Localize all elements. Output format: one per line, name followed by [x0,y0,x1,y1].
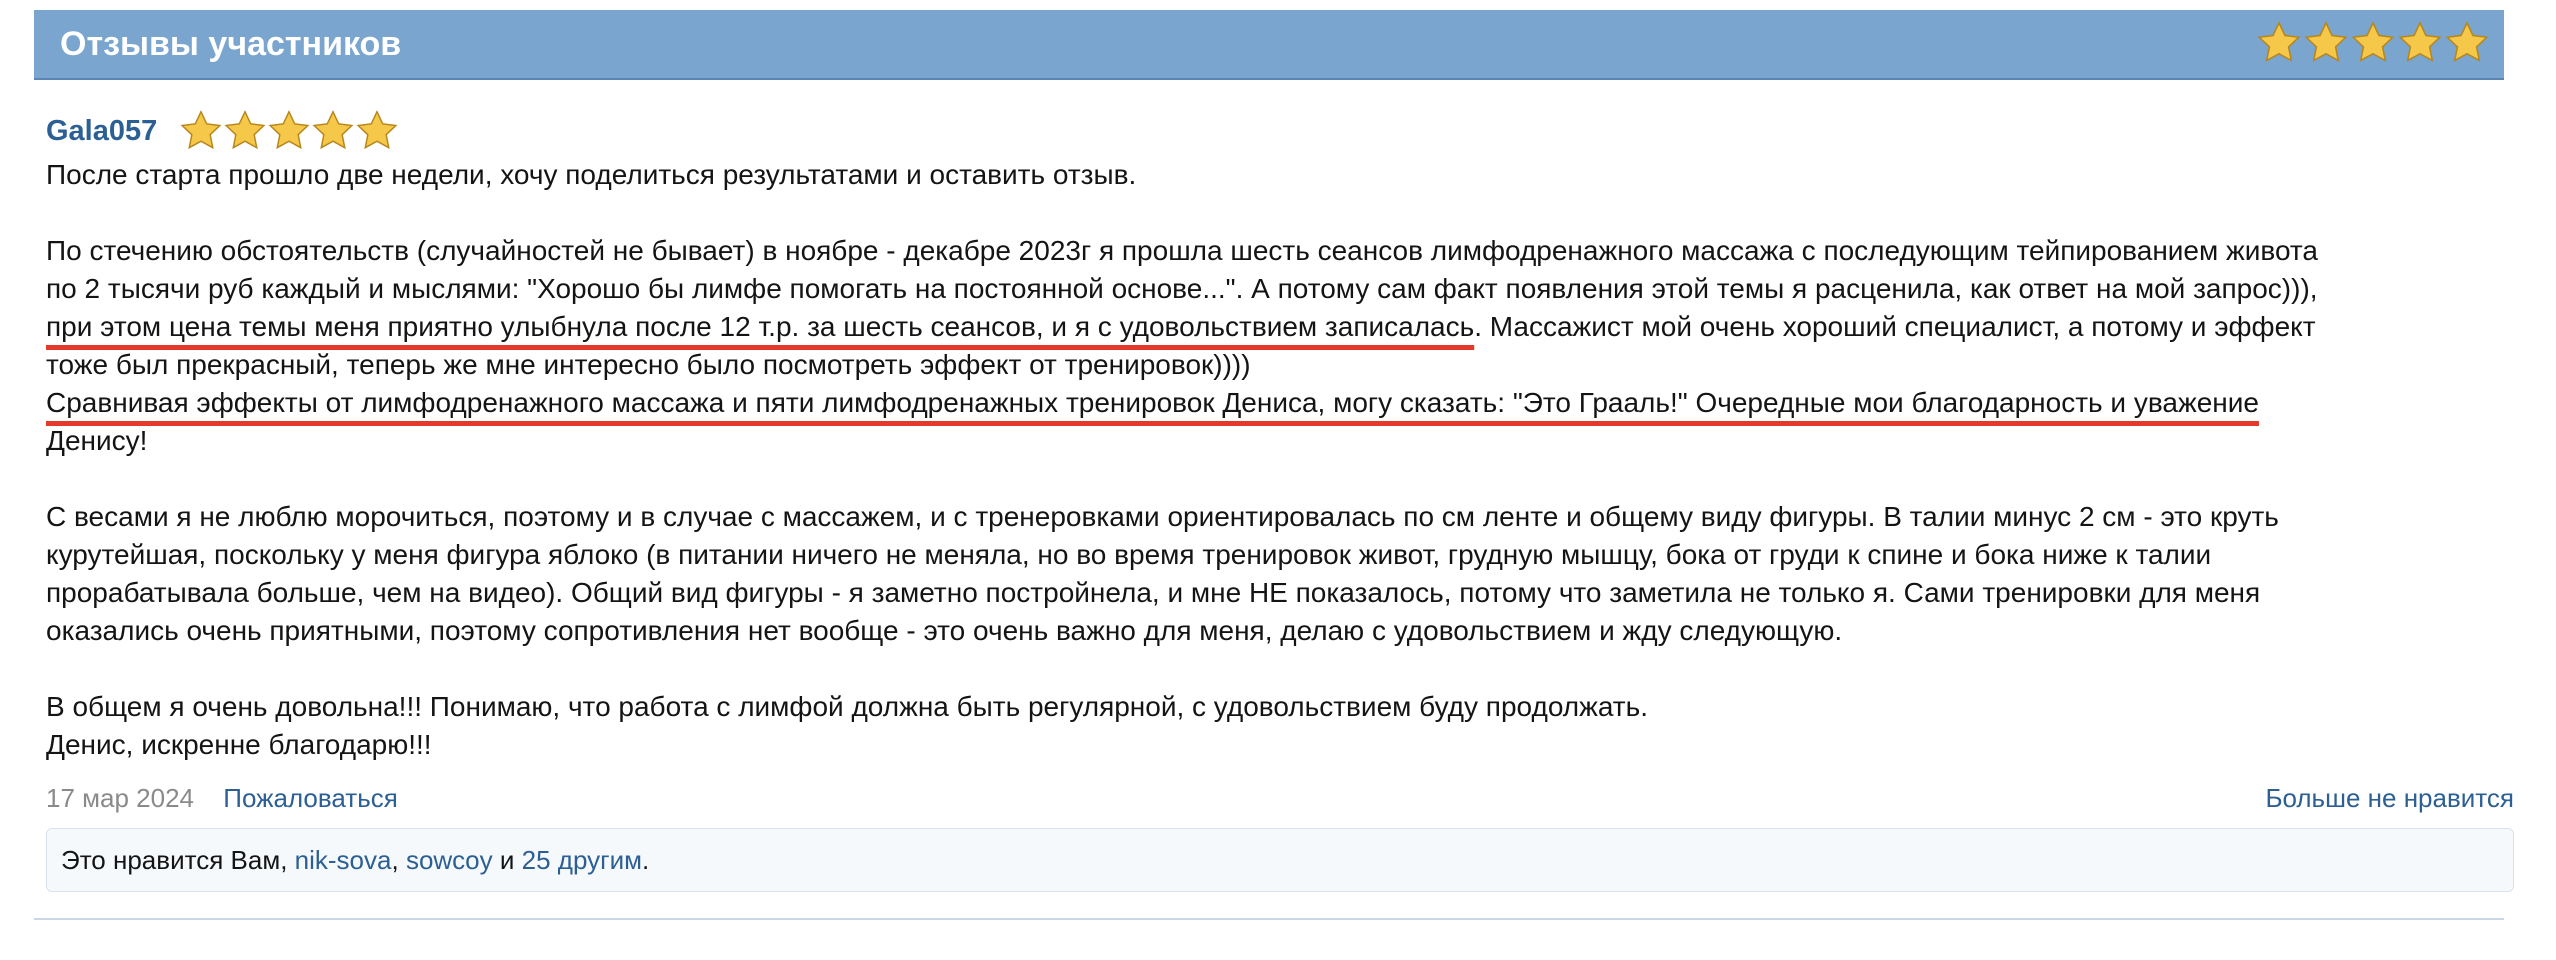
review-meta [46,780,2514,816]
star-icon [179,109,223,153]
line-text: С весами я не люблю морочиться, поэтому и в случае с массажем, и с тренеровками ориентировалась по см ленте и общему виду фигуры. В талии минус 2 см - это круть [46,501,2279,532]
report-link[interactable]: Пожаловаться [223,783,398,813]
star-icon [2350,20,2396,68]
line-text: Денис, искренне благодарю!!! [46,729,432,760]
likes-suffix: . [642,845,650,875]
review-line [46,194,2526,232]
star-icon [311,109,355,153]
line-text: Денису! [46,425,148,456]
star-icon [223,109,267,153]
review-line [46,688,2526,726]
star-icon [2397,20,2443,68]
liker-link-1[interactable]: nik-sova [294,845,392,875]
highlighted-text: при этом цена темы меня приятно улыбнула после 12 т.р. за шесть сеансов, и я с удовольствием записалась [46,311,1475,342]
line-text: по 2 тысячи руб каждый и мыслями: "Хорошо бы лимфе помогать на постоянной основе...". А потому сам факт появления этой темы я расценила, как ответ на мой запрос))), [46,273,2318,304]
star-icon [355,109,399,153]
line-text: По стечению обстоятельств (случайностей не бывает) в ноябре - декабре 2023г я прошла шесть сеансов лимфодренажного массажа с последующим тейпированием живота [46,235,2318,266]
review-line [46,536,2526,574]
review-line [46,422,2526,460]
star-icon [2444,20,2490,68]
author-rating [179,109,399,153]
review-line [46,270,2526,308]
star-icon [2256,20,2302,68]
review-line [46,612,2526,650]
highlighted-text: Сравнивая эффекты от лимфодренажного массажа и пяти лимфодренажных тренировок Дениса, могу сказать: "Это Грааль!" Очередные мои благодарность и уважение [46,387,2259,418]
line-text: курутейшая, поскольку у меня фигура яблоко (в питании ничего не меняла, но во время тренировок живот, грудную мышцу, бока от груди к спине и бока ниже к талии [46,539,2212,570]
liker-link-2[interactable]: sowcoy [405,845,493,875]
review-line [46,498,2526,536]
others-link[interactable]: 25 другим [521,845,642,875]
review-line [46,460,2526,498]
review-line [46,726,2526,764]
review-line [46,346,2526,384]
line-text: В общем я очень довольна!!! Понимаю, что работа с лимфой должна быть регулярной, с удовольствием буду продолжать. [46,691,1648,722]
panel-title: Отзывы участников [60,25,402,63]
star-icon [2303,20,2349,68]
review-header [46,106,399,156]
divider [34,918,2504,920]
review-line [46,232,2526,270]
reviews-header [34,10,2504,80]
line-text: прорабатывала больше, чем на видео). Общий вид фигуры - я заметно постройнела, и мне НЕ показалось, потому что заметила не только я. Сами тренировки для меня [46,577,2261,608]
line-text: После старта прошло две недели, хочу поделиться результатами и оставить отзыв. [46,159,1137,190]
review-line [46,156,2526,194]
review-line [46,308,2526,346]
star-icon [267,109,311,153]
review-line [46,574,2526,612]
likes-summary [46,828,2514,892]
review-line [46,384,2526,422]
review-line [46,650,2526,688]
author-link[interactable]: Gala057 [46,115,158,147]
line-text: . Массажист мой очень хороший специалист, а потому и эффект [1474,311,2316,342]
likes-sep-2: и [492,845,522,875]
review-body [46,156,2526,764]
line-text: тоже был прекрасный, теперь же мне интересно было посмотреть эффект от тренировок)))) [46,349,1251,380]
likes-prefix: Это нравится Вам, [61,845,295,875]
overall-rating [2256,20,2490,68]
likes-sep-1: , [391,845,406,875]
unlike-link[interactable]: Больше не нравится [2265,783,2514,813]
line-text: оказались очень приятными, поэтому сопротивления нет вообще - это очень важно для меня, делаю с удовольствием и жду следующую. [46,615,1843,646]
review-date: 17 мар 2024 [46,783,195,813]
